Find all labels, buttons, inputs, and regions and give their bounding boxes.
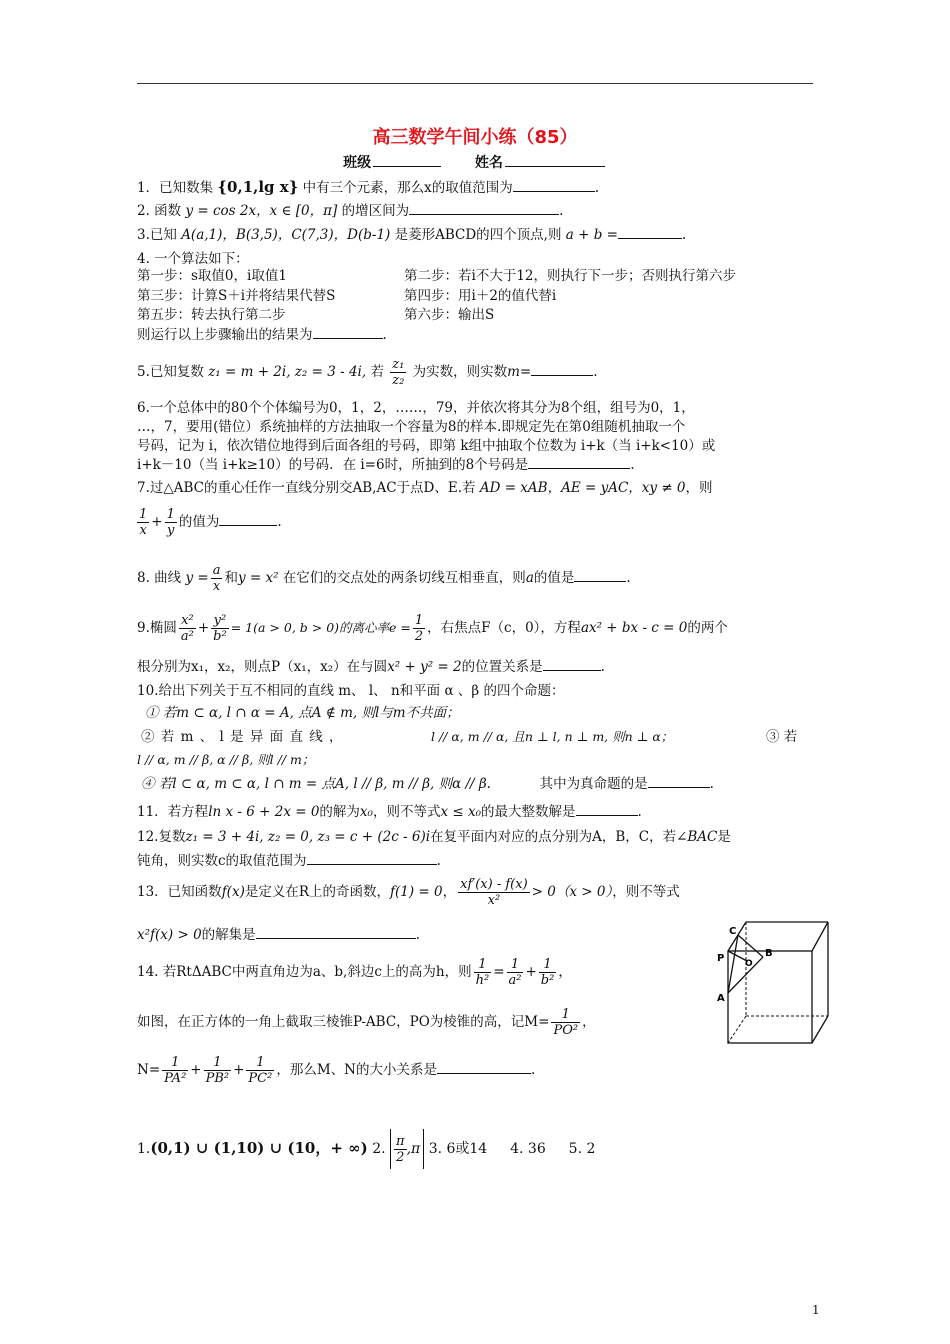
q4-step-2: 第二步：若i不大于12，则执行下一步；否则执行第六步 bbox=[404, 268, 736, 284]
question-4-head: 4. 一个算法如下： bbox=[137, 251, 249, 267]
q1-set: {0,1,lg x} bbox=[217, 178, 299, 196]
q14-line-3: N= $\frac{1}{\text{PA²}}$ + $\frac{1}{\text{PB²}}$ + $\frac{1}{\text{PC²}}$ ，那么M、N的大小关系是 . bbox=[137, 1055, 536, 1086]
q14-answer-blank[interactable] bbox=[437, 1061, 531, 1074]
q13-line-1: 13．已知函数f(x)是定义在R上的奇函数，f(1) = 0， $\frac{xf'(x) - f(x)}{\text{x²}}$ > 0（x > 0），则不等式 bbox=[137, 877, 680, 908]
header-rule bbox=[137, 83, 813, 84]
q10-proposition-2: ② 若 m 、 l 是 异 面 直 线 ， l // α, m // α, 且n ⊥ l, n ⊥ m, 则n ⊥ α； bbox=[141, 729, 674, 745]
q9-answer-blank[interactable] bbox=[543, 658, 601, 671]
q13-answer-blank[interactable] bbox=[256, 926, 416, 939]
q4-answer-blank[interactable] bbox=[313, 326, 383, 339]
question-8: 8. 曲线 y = $\frac{a}{x}$ 和y = x² 在它们的交点处的两条切线互相垂直，则a的值是 . bbox=[137, 563, 631, 594]
question-11: 11．若方程ln x - 6 + 2x = 0的解为x₀，则不等式x ≤ x₀的最大整数解是 . bbox=[137, 804, 642, 820]
q2-function: y = cos 2x，x ∈ [0，π] bbox=[185, 203, 338, 219]
q6-line-1: 6.一个总体中的80个个体编号为0，1，2，……，79，并依次将其分为8个组，组号为0，1， bbox=[137, 400, 695, 416]
q9-fraction-y: $\frac{\text{y²}}{\text{b²}}$ bbox=[213, 613, 227, 644]
class-blank[interactable] bbox=[373, 152, 441, 167]
q14-fraction-pb: $\frac{1}{\text{PB²}}$ bbox=[205, 1055, 230, 1086]
q13-fraction: $\frac{xf'(x) - f(x)}{\text{x²}}$ bbox=[460, 877, 528, 908]
q9-line-1: 9.椭圆 $\frac{\text{x²}}{\text{a²}}$ + $\frac{\text{y²}}{\text{b²}}$ = 1(a > 0, b > 0)的离心率e = $\frac{1}{2}$ ，右焦点F（c，0），方程ax² + bx - c = 0的两个 bbox=[137, 613, 728, 644]
q14-fraction-h: $\frac{1}{\text{h²}}$ bbox=[475, 957, 490, 988]
q5-expression: z₁ = m + 2i, z₂ = 3 - 4i, bbox=[208, 364, 367, 380]
answers-line: 1.(0,1) ∪ (1,10) ∪ (10，+ ∞) 2. $\frac{\pi}{2}$ ,π 3. 6或14 4. 36 5. 2 bbox=[137, 1128, 595, 1169]
q14-line-1: 14. 若RtΔABC中两直角边为a、b,斜边c上的高为h，则 $\frac{1}{\text{h²}}$ = $\frac{1}{\text{a²}}$ + $\frac{1}{\text{b²}}$ ， bbox=[137, 957, 572, 988]
q14-fraction-pa: $\frac{1}{\text{PA²}}$ bbox=[164, 1055, 187, 1086]
question-3: 3.已知 A(a,1)，B(3,5)，C(7,3)，D(b-1) 是菱形ABCD的四个顶点,则 a + b = . bbox=[137, 227, 687, 243]
q8-answer-blank[interactable] bbox=[574, 569, 626, 582]
figure-label-p: P bbox=[717, 953, 725, 964]
answer-2: $\frac{\pi}{2}$ ,π bbox=[390, 1129, 424, 1169]
name-blank[interactable] bbox=[505, 152, 605, 167]
question-2: 2. 函数 y = cos 2x，x ∈ [0，π] 的增区间为 . bbox=[137, 203, 564, 219]
q13-line-2: x²f(x) > 0的解集是 . bbox=[137, 927, 420, 943]
answer-4: 4. 36 bbox=[510, 1141, 546, 1157]
class-label: 班级 bbox=[343, 155, 372, 171]
q7-line-1: 7.过△ABC的重心任作一直线分别交AB,AC于点D、E.若 AD = xAB，AE = yAC，xy ≠ 0，则 bbox=[137, 480, 713, 496]
question-5: 5.已知复数 z₁ = m + 2i, z₂ = 3 - 4i, 若 $\frac{\text{z₁}}{\text{z₂}}$ 为实数，则实数m= . bbox=[137, 357, 598, 388]
q11-answer-blank[interactable] bbox=[576, 803, 638, 816]
q4-step-6: 第六步：输出S bbox=[404, 307, 495, 323]
q6-line-2: …，7，要用(错位）系统抽样的方法抽取一个容量为8的样本.即规定先在第0组随机抽取一个 bbox=[137, 419, 686, 435]
figure-label-c: C bbox=[729, 926, 737, 937]
q4-step-5: 第五步：转去执行第二步 bbox=[137, 307, 286, 323]
q4-step-1: 第一步：s取值0，i取值1 bbox=[137, 268, 287, 284]
cube-front-face bbox=[728, 951, 812, 1043]
answer-5: 5. 2 bbox=[568, 1141, 596, 1157]
q9-line-2: 根分别为x₁，x₂，则点P（x₁，x₂）在与圆x² + y² = 2的位置关系是 . bbox=[137, 659, 605, 675]
q4-step-3: 第三步：计算S＋i并将结果代替S bbox=[137, 288, 336, 304]
q14-fraction-pc: $\frac{1}{\text{PC²}}$ bbox=[248, 1055, 273, 1086]
figure-label-a: A bbox=[717, 993, 725, 1004]
q10-proposition-3b: l // α, m // β, α // β, 则l // m； bbox=[137, 752, 315, 767]
q7-fraction-2: $\frac{1}{y}$ bbox=[166, 507, 175, 538]
q14-fraction-a: $\frac{1}{\text{a²}}$ bbox=[508, 957, 522, 988]
figure-label-o: O bbox=[745, 959, 753, 969]
q5-answer-blank[interactable] bbox=[531, 363, 593, 376]
q10-line-1: 10.给出下列关于互不相同的直线 m、 l、 n和平面 α 、β 的四个命题： bbox=[137, 683, 565, 699]
q2-answer-blank[interactable] bbox=[409, 202, 559, 215]
q1-answer-blank[interactable] bbox=[513, 179, 595, 192]
q14-fraction-m: $\frac{1}{\text{PO²}}$ bbox=[553, 1007, 579, 1038]
q6-answer-blank[interactable] bbox=[528, 456, 630, 469]
question-1: 1．已知数集 {0,1,lg x} 中有三个元素，那么x的取值范围为 . bbox=[137, 178, 600, 196]
class-name-line bbox=[0, 152, 950, 172]
q7-answer-blank[interactable] bbox=[219, 513, 277, 526]
q12-line-2: 钝角，则实数c的取值范围为 . bbox=[137, 853, 441, 869]
answer-3: 3. 6或14 bbox=[428, 1141, 488, 1157]
q9-fraction-e: $\frac{1}{2}$ bbox=[414, 613, 424, 644]
q3-answer-blank[interactable] bbox=[618, 226, 682, 239]
q7-expression: AD = xAB，AE = yAC，xy ≠ 0 bbox=[479, 480, 686, 496]
q4-step-4: 第四步：用i＋2的值代替i bbox=[404, 288, 557, 304]
q12-line-1: 12.复数z₁ = 3 + 4i, z₂ = 0, z₃ = c + (2c - 6)i在复平面内对应的点分别为A，B，C，若∠BAC是 bbox=[137, 829, 731, 845]
q12-answer-blank[interactable] bbox=[307, 852, 437, 865]
answer-1: (0,1) ∪ (1,10) ∪ (10，+ ∞) bbox=[150, 1139, 368, 1157]
q6-line-4: i+k－10（当 i+k≥10）的号码．在 i=6时，所抽到的8个号码是 . bbox=[137, 457, 635, 473]
name-label: 姓名 bbox=[474, 155, 503, 171]
q10-proposition-1: ① 若m ⊂ α, l ∩ α = A, 点A ∉ m, 则l与m不共面； bbox=[145, 705, 460, 721]
q4-tail: 则运行以上步骤输出的结果为 . bbox=[137, 327, 387, 343]
q10-proposition-4: ④ 若l ⊂ α, m ⊂ α, l ∩ m = 点A, l // β, m // β, 则α // β. 其中为真命题的是 . bbox=[141, 776, 714, 792]
q9-fraction-x: $\frac{\text{x²}}{\text{a²}}$ bbox=[180, 613, 194, 644]
q6-line-3: 号码，记为 i，依次错位地得到后面各组的号码，即第 k组中抽取个位数为 i+k（当 i+k<10）或 bbox=[137, 438, 716, 454]
q8-fraction: $\frac{a}{x}$ bbox=[212, 563, 221, 594]
q14-fraction-b: $\frac{1}{\text{b²}}$ bbox=[540, 957, 555, 988]
page-number: 1 bbox=[812, 1303, 820, 1317]
figure-label-b: B bbox=[765, 948, 773, 959]
q10-answer-blank[interactable] bbox=[648, 775, 710, 788]
q7-fraction-1: $\frac{1}{x}$ bbox=[139, 507, 148, 538]
q10-proposition-3a: ③ 若 bbox=[766, 729, 798, 745]
cube-pyramid-figure bbox=[715, 916, 831, 1046]
q3-points: A(a,1)，B(3,5)，C(7,3)，D(b-1) bbox=[181, 227, 391, 243]
q7-line-2: $\frac{1}{x}$ + $\frac{1}{y}$ 的值为 . bbox=[139, 507, 282, 538]
q5-fraction: $\frac{\text{z₁}}{\text{z₂}}$ bbox=[392, 357, 405, 388]
q14-line-2: 如图，在正方体的一角上截取三棱锥P-ABC，PO为棱锥的高，记M= $\frac{1}{\text{PO²}}$ ， bbox=[137, 1007, 596, 1038]
page-title: 高三数学午间小练（85） bbox=[372, 127, 578, 148]
edge-cb bbox=[738, 935, 763, 957]
